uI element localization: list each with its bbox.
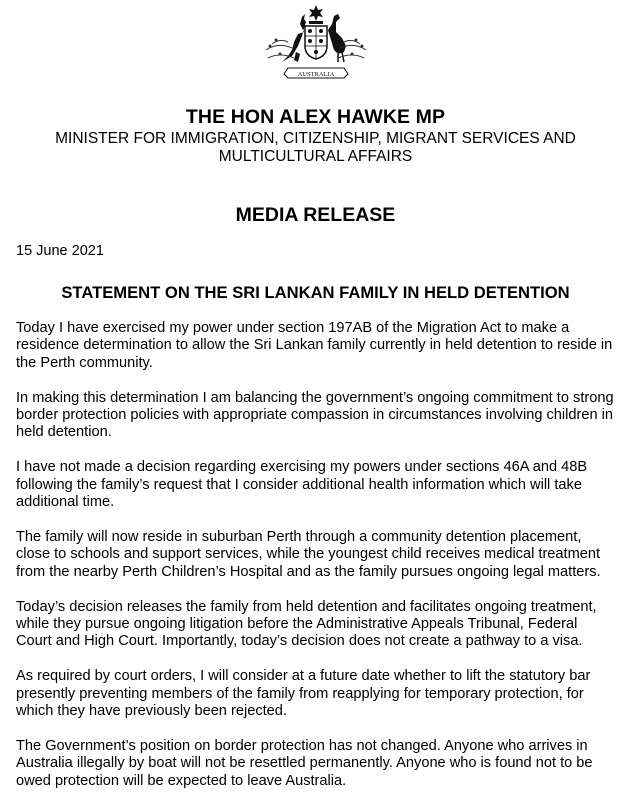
body-line: Today’s decision releases the family from held detention and facilitates ongoing treatment, (16, 598, 597, 615)
body-line: Today I have exercised my power under section 197AB of the Migration Act to make a (16, 320, 570, 336)
body-line: The family will now reside in suburban Perth through a community detention placement, (16, 529, 582, 546)
body-line: The Government’s position on border protection has not changed. Anyone who arrives in (16, 738, 588, 755)
body-line: the Perth community. (16, 354, 153, 371)
portfolio-line: MINISTER FOR IMMIGRATION, CITIZENSHIP, MIGRANT SERVICES AND (55, 130, 576, 147)
body-paragraph (16, 599, 628, 651)
body-paragraph (16, 529, 628, 581)
document-type-heading: MEDIA RELEASE (235, 204, 396, 226)
crest-label: AUSTRALIA (297, 71, 335, 78)
body-line: owed protection will be expected to leave Australia. (16, 772, 347, 789)
body-paragraph (16, 459, 628, 511)
coat-of-arms-icon (258, 2, 374, 80)
minister-name: THE HON ALEX HAWKE MP (185, 106, 446, 128)
body-line: held detention. (16, 424, 112, 441)
body-line: additional time. (16, 493, 115, 510)
minister-portfolio (0, 130, 631, 166)
body-line: which they have previously been rejected. (16, 703, 287, 720)
body-line: from the nearby Perth Children’s Hospital and as the family pursues ongoing legal matters. (16, 563, 601, 580)
body-line: close to schools and support services, while the youngest child receives medical treatment (16, 546, 601, 563)
body-line: while they pursue ongoing litigation before the Administrative Appeals Tribunal, Federal (16, 616, 578, 633)
body-line: I have not made a decision regarding exercising my powers under sections 46A and 48B (16, 459, 588, 476)
body-paragraph (16, 738, 628, 790)
release-headline: STATEMENT ON THE SRI LANKAN FAMILY IN HELD DETENTION (61, 283, 570, 302)
portfolio-line: MULTICULTURAL AFFAIRS (218, 148, 413, 165)
body-line: presently preventing members of the family from reapplying for temporary protection, for (16, 685, 584, 702)
body-paragraph (16, 668, 628, 720)
body-line: border protection policies with appropriate compassion in circumstances involving children in (16, 406, 614, 423)
body-line: In making this determination I am balancing the government’s ongoing commitment to strong (16, 389, 614, 406)
body-line: Court and High Court. Importantly, today’s decision does not create a pathway to a visa. (16, 633, 583, 650)
release-body (16, 320, 628, 808)
release-date: 15 June 2021 (16, 243, 104, 259)
body-line: following the family’s request that I consider additional health information which will take (16, 476, 582, 493)
body-line: As required by court orders, I will consider at a future date whether to lift the statutory bar (16, 668, 591, 685)
body-paragraph (16, 390, 628, 442)
body-paragraph (16, 320, 628, 372)
body-line: residence determination to allow the Sri Lankan family currently in held detention to reside in (16, 337, 613, 354)
body-line: Australia illegally by boat will not be resettled permanently. Anyone who is found not to be (16, 755, 593, 772)
